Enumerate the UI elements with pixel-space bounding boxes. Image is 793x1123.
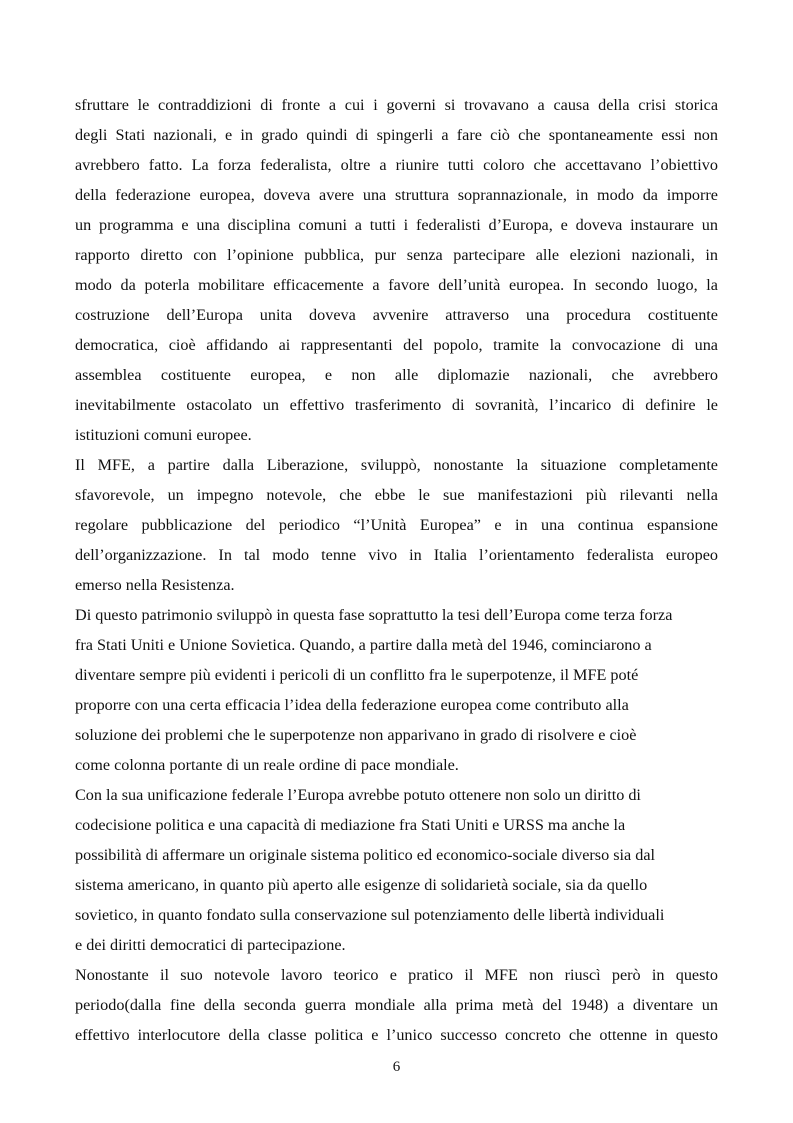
text-line: emerso nella Resistenza. (75, 576, 235, 594)
text-line: periodo(dalla fine della seconda guerra mondiale alla prima metà del 1948) a diventare un (75, 996, 718, 1014)
text-line: effettivo interlocutore della classe politica e l’unico successo concreto che ottenne in questo (75, 1026, 718, 1044)
body-text (75, 90, 718, 1050)
paragraph (75, 450, 718, 600)
text-line: soluzione dei problemi che le superpotenze non apparivano in grado di risolvere e cioè (75, 726, 637, 744)
text-line: proporre con una certa efficacia l’idea della federazione europea come contributo alla (75, 696, 629, 714)
text-line: diventare sempre più evidenti i pericoli di un conflitto fra le superpotenze, il MFE poté (75, 666, 639, 684)
paragraph (75, 600, 718, 780)
text-line: della federazione europea, doveva avere una struttura soprannazionale, in modo da imporre (75, 186, 718, 204)
text-line: istituzioni comuni europee. (75, 426, 252, 444)
text-line: avrebbero fatto. La forza federalista, oltre a riunire tutti coloro che accettavano l’obiettivo (75, 156, 718, 174)
text-line: sistema americano, in quanto più aperto alle esigenze di solidarietà sociale, sia da quello (75, 876, 648, 894)
text-line: democratica, cioè affidando ai rappresentanti del popolo, tramite la convocazione di una (75, 336, 718, 354)
text-line: e dei diritti democratici di partecipazione. (75, 936, 346, 954)
text-line: degli Stati nazionali, e in grado quindi di spingerli a fare ciò che spontaneamente essi non (75, 126, 718, 144)
text-line: costruzione dell’Europa unita doveva avvenire attraverso una procedura costituente (75, 306, 718, 324)
text-line: sfavorevole, un impegno notevole, che ebbe le sue manifestazioni più rilevanti nella (75, 486, 718, 504)
text-line: codecisione politica e una capacità di mediazione fra Stati Uniti e URSS ma anche la (75, 816, 626, 834)
text-line: sfruttare le contraddizioni di fronte a cui i governi si trovavano a causa della crisi storica (75, 96, 718, 114)
text-line: Di questo patrimonio sviluppò in questa fase soprattutto la tesi dell’Europa come terza forza (75, 606, 673, 624)
text-line: fra Stati Uniti e Unione Sovietica. Quando, a partire dalla metà del 1946, cominciarono a (75, 636, 652, 654)
paragraph (75, 960, 718, 1050)
text-line: un programma e una disciplina comuni a tutti i federalisti d’Europa, e doveva instaurare un (75, 216, 718, 234)
text-line: Il MFE, a partire dalla Liberazione, sviluppò, nonostante la situazione completamente (75, 456, 718, 474)
paragraph (75, 780, 718, 960)
page-number: 6 (392, 1059, 401, 1075)
text-line: dell’organizzazione. In tal modo tenne vivo in Italia l’orientamento federalista europeo (75, 546, 718, 564)
text-line: inevitabilmente ostacolato un effettivo trasferimento di sovranità, l’incarico di definire le (75, 396, 718, 414)
text-line: come colonna portante di un reale ordine di pace mondiale. (75, 756, 459, 774)
text-line: rapporto diretto con l’opinione pubblica, pur senza partecipare alle elezioni nazionali, in (75, 246, 718, 264)
text-line: Con la sua unificazione federale l’Europa avrebbe potuto ottenere non solo un diritto di (75, 786, 641, 804)
text-line: possibilità di affermare un originale sistema politico ed economico-sociale diverso sia dal (75, 846, 656, 864)
text-line: sovietico, in quanto fondato sulla conservazione sul potenziamento delle libertà individuali (75, 906, 665, 924)
text-line: regolare pubblicazione del periodico “l’Unità Europea” e in una continua espansione (75, 516, 718, 534)
text-line: modo da poterla mobilitare efficacemente a favore dell’unità europea. In secondo luogo, la (75, 276, 718, 294)
paragraph (75, 90, 718, 450)
text-line: assemblea costituente europea, e non alle diplomazie nazionali, che avrebbero (75, 366, 718, 384)
text-line: Nonostante il suo notevole lavoro teorico e pratico il MFE non riuscì però in questo (75, 966, 718, 984)
